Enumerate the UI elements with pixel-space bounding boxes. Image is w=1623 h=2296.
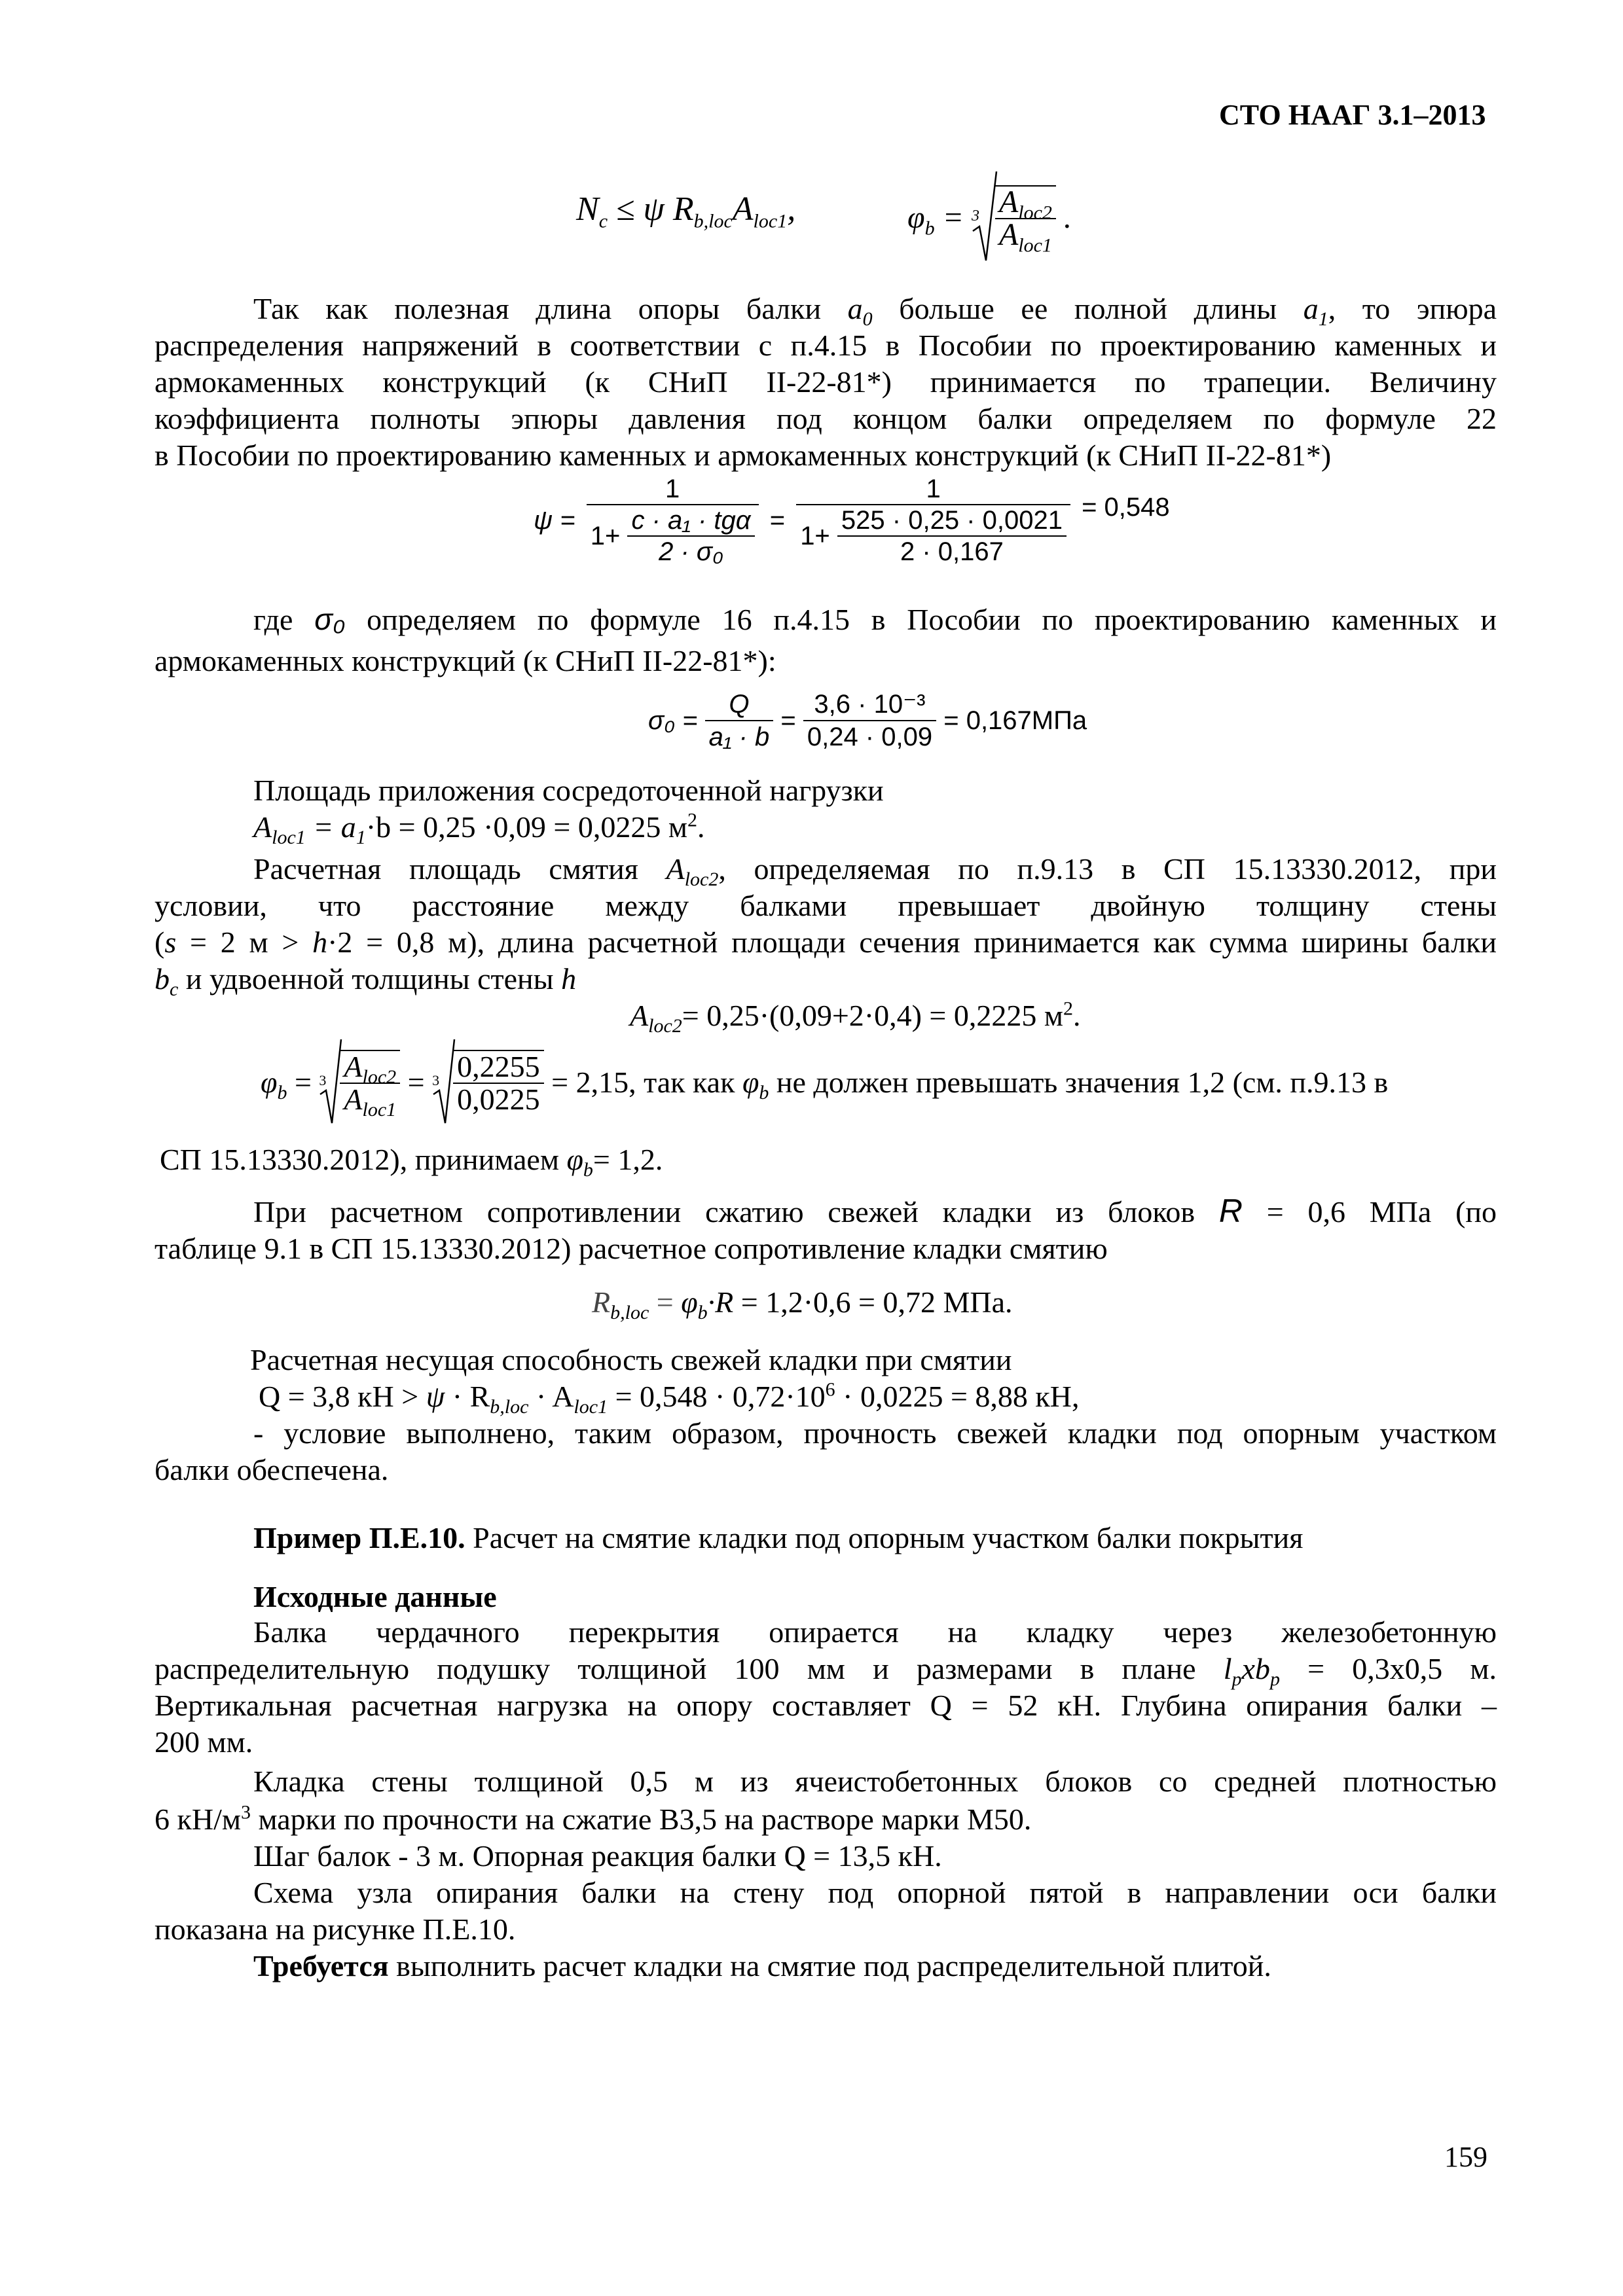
example-p1-line4: 200 мм. — [155, 1725, 253, 1759]
para1-line1: Так как полезная длина опоры балки $a_0$ больше ее полной длины $a_1$, то эпюра — [253, 292, 1497, 331]
formula-psi: ψ = 1 1+ $\frac{\text{c · a₁ · tgα}}{\text{2 · σ₀}}$ = 1 1+ $\frac{525 \cdot 0,25 \cdot 0,0021}{2 \cdot 0,167}$ = 0,548 — [534, 475, 1170, 566]
example-p2-line2: 6 $кН/м^3$ марки по прочности на сжатие В3,5 на растворе марки М50. — [155, 1801, 1032, 1836]
example-p4-line1: Схема узла опирания балки на стену под опорной пятой в направлении оси балки — [253, 1876, 1497, 1909]
formula-nc: $N_c \le \psi$ $R_{b,loc}A_{loc1}$, — [576, 190, 796, 232]
para6-line3: - условие выполнено, таким образом, прочность свежей кладки под опорным участком — [253, 1416, 1497, 1450]
para1-line2: распределения напряжений в соответствии с п.4.15 в Пособии по проектированию каменных и — [155, 329, 1497, 362]
example-p1-line1: Балка чердачного перекрытия опирается на кладку через железобетонную — [253, 1615, 1497, 1649]
para6-line2: Q = 3,8 кН > $\psi \cdot R_{b,loc} \cdot A_{loc1} = 0,548 \cdot 0,72\cdot 10^6 \cdot 0,0225 = 8,88$ кН, — [259, 1378, 1080, 1418]
formula-rbloc: $R_{b,loc} = \varphi_b\cdot R = 1,2\cdot 0,6 = 0,72$ МПа. — [592, 1285, 1013, 1324]
para3-line2: $A_{loc1} = a_1\cdot b = 0,25 \cdot 0,09 = 0,0225$ $м^2$. — [253, 809, 705, 849]
para1-line3: армокаменных конструкций (к СНиП II-22-81*) принимается по трапеции. Величину — [155, 365, 1497, 399]
example-p3: Шаг балок - 3 м. Опорная реакция балки Q = 13,5 кН. — [253, 1839, 942, 1873]
formula-phi-b: $\varphi_b$ = 3 $\frac{A_{loc2}}{A_{loc1}}$ . — [907, 169, 1072, 267]
example-p2-line1: Кладка стены толщиной 0,5 м из ячеистобетонных блоков со средней плотностью — [253, 1765, 1497, 1798]
document-code: СТО НААГ 3.1–2013 — [1219, 99, 1486, 131]
example-subheading: Исходные данные — [253, 1580, 497, 1613]
para4-line2: условии, что расстояние между балками превышает двойную толщину стены — [155, 889, 1497, 922]
example-p4-line2: показана на рисунке П.Е.10. — [155, 1912, 516, 1946]
para5-line2: таблице 9.1 в СП 15.13330.2012) расчетное сопротивление кладки смятию — [155, 1232, 1108, 1265]
para1-line5: в Пособии по проектированию каменных и армокаменных конструкций (к СНиП II-22-81*) — [155, 439, 1332, 472]
para2-line2: армокаменных конструкций (к СНиП II-22-81*): — [155, 644, 776, 677]
formula-aloc2: $A_{loc2}= 0,25\cdot(0,09+2\cdot 0,4) = 0,2225$ $м^2$. — [630, 997, 1081, 1037]
para6-line1: Расчетная несущая способность свежей кладки при смятии — [250, 1343, 1012, 1376]
para4-line4: $b_c$ и удвоенной толщины стены h — [155, 962, 577, 1001]
page-number: 159 — [1444, 2141, 1487, 2173]
para5-line1: При расчетном сопротивлении сжатию свежей кладки из блоков R = 0,6 МПа (по — [253, 1193, 1497, 1229]
para6-line4: балки обеспечена. — [155, 1453, 389, 1486]
para4-line3: (s = 2 м > h·2 = 0,8 м), длина расчетной площади сечения принимается как сумма ширины балки — [155, 925, 1497, 959]
phi-b-conclusion: СП 15.13330.2012), принимаем $\varphi_b= 1,2$. — [160, 1143, 663, 1181]
example-p5: Требуется выполнить расчет кладки на смятие под распределительной плитой. — [253, 1949, 1271, 1982]
example-p1-line3: Вертикальная расчетная нагрузка на опору составляет Q = 52 кН. Глубина опирания балки – — [155, 1689, 1497, 1722]
para4-line1: Расчетная площадь смятия $A_{loc2}$, определяемая по п.9.13 в СП 15.13330.2012, при — [253, 852, 1497, 891]
formula-phi-b-value: $\varphi_b$ = 3 $\frac{A_{loc2}}{A_{loc1}}$ = 3 $\frac{0,2255}{0,0225}$ = 2,15, так как $\varphi_b$ не должен превышать значения 1,2 (см. п.9.13 в — [261, 1037, 1388, 1128]
example-title: Пример П.Е.10. Расчет на смятие кладки под опорным участком балки покрытия — [253, 1521, 1304, 1554]
formula-sigma0: σ₀ = $\frac{Q}{\text{a₁ · b}}$ = $\frac{\text{3,6 · 10⁻³}}{0,24 \cdot 0,09}$ = 0,167МПа — [648, 690, 1087, 751]
para3-line1: Площадь приложения сосредоточенной нагрузки — [253, 774, 884, 807]
para1-line4: коэффициента полноты эпюры давления под концом балки определяем по формуле 22 — [155, 402, 1497, 435]
para2-line1: где σ₀ определяем по формуле 16 п.4.15 в Пособии по проектированию каменных и — [253, 602, 1497, 636]
example-p1-line2: распределительную подушку толщиной 100 мм и размерами в плане $l_pxb_p = 0,3х0,5$ м. — [155, 1652, 1497, 1691]
